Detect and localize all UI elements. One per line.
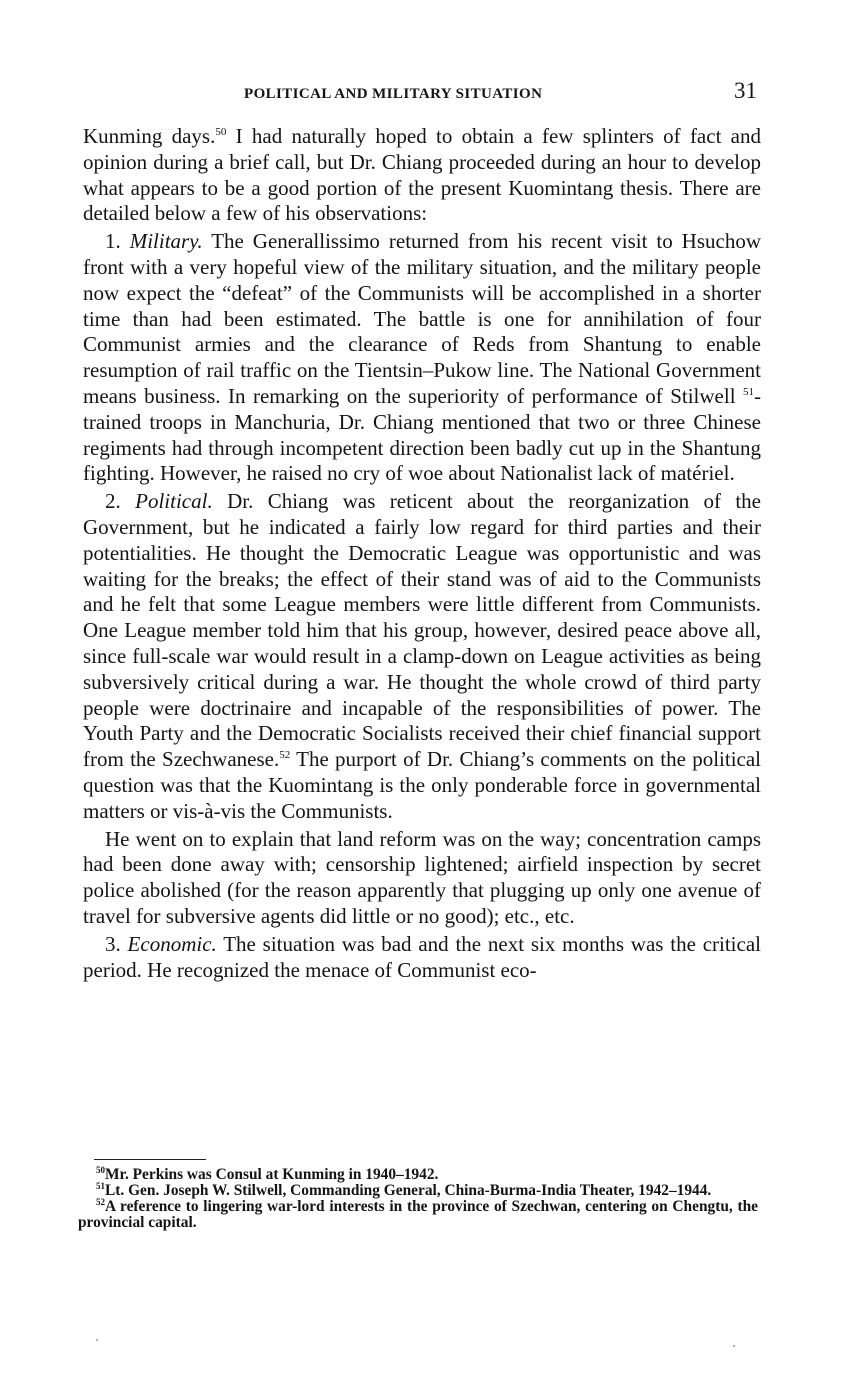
footnote-divider [94,1159,206,1160]
paragraph-text: -trained troops in Manchuria, Dr. Chiang mentioned that two or three Chinese regiments had through incompetent direction been badly cut up in the Shantung fighting. However, he raised no cry of woe about Nationalist lack of matériel. [83,383,761,486]
paragraph-land-reform [83,827,761,930]
footnote-text: Lt. Gen. Joseph W. Stilwell, Commanding General, China-Burma-India Theater, 1942–1944. [105,1182,712,1199]
paragraph-text: The Generallissimo returned from his recent visit to Hsuchow front with a very hopeful view of the military situation, and the military people now expect the “defeat” of the Communists will be accomplished in a shorter time than had been estimated. The battle is one for annihilation of four Communist armies and the clearance of Reds from Shantung to enable resumption of rail traffic on the Tientsin–Pukow line. The National Government means business. In remarking on the superiority of performance of Stilwell [83,229,761,408]
section-heading-economic: Economic. [127,931,217,956]
paragraph-military [83,229,761,487]
footnote [78,1167,758,1183]
item-number: 1. [105,229,121,254]
paragraph-economic [83,932,761,984]
footnote [78,1199,758,1231]
footnote-text: A reference to lingering war-lord interests in the province of Szechwan, centering on Chengtu, the provincial capital. [78,1198,758,1231]
main-text [83,124,761,983]
paper-speck [96,1339,98,1341]
footnote-mark: 52 [96,1197,105,1207]
running-title: POLITICAL AND MILITARY SITUATION [244,86,543,102]
paragraph-intro [83,124,761,227]
section-heading-political: Political. [135,489,213,514]
section-heading-military: Military. [129,229,203,254]
paragraph-text: Dr. Chiang was reticent about the reorganization of the Government, but he indicated a fairly low regard for third parties and their potentialities. He thought the Democratic League was opportunistic and was waiting for the breaks; the effect of their stand was of aid to the Communists and he felt that some League members were little different from Communists. One League member told him that his group, however, desired peace above all, since full-scale war would result in a clamp-down on League activities as being subversively critical during a war. He thought the whole crowd of third party people were doctrinaire and incapable of the responsibilities of power. The Youth Party and the Democratic Socialists received their chief financial support from the Szechwanese. [83,489,762,772]
footnote-mark: 50 [96,1165,105,1175]
footnote [78,1183,758,1199]
footnotes [78,1167,758,1231]
paragraph-text: Kunming days. [83,124,216,148]
footnote-reference: 51 [743,385,754,398]
paper-speck [733,1345,735,1347]
paragraph-text: The situation was bad and the next six months was the critical period. He recognized the menace of Communist eco- [83,931,761,982]
paragraph-text: He went on to explain that land reform was on the way; concentration camps had been done away with; censorship lightened; airfield inspection by secret police abolished (for the reason apparently that plugging up only one avenue of travel for subversive agents did little or no good); etc., etc. [83,826,761,928]
item-number: 2. [105,489,121,514]
item-number: 3. [105,931,121,956]
footnote-reference: 52 [279,749,291,762]
page-number: 31 [734,78,757,103]
paragraph-text: The purport of Dr. Chiang’s comments on the political question was that the Kuomintang is the only ponderable force in governmental matters or vis-à-vis the Communists. [83,747,762,823]
footnote-text: Mr. Perkins was Consul at Kunming in 1940–1942. [105,1166,439,1183]
footnote-mark: 51 [96,1181,105,1191]
paragraph-political [83,489,761,824]
paragraph-text: I had naturally hoped to obtain a few splinters of fact and opinion during a brief call, but Dr. Chiang proceeded during an hour to develop what appears to be a good portion of the present Kuomintang thesis. There are detailed below a few of his observations: [83,124,762,226]
footnote-reference: 50 [215,126,227,138]
